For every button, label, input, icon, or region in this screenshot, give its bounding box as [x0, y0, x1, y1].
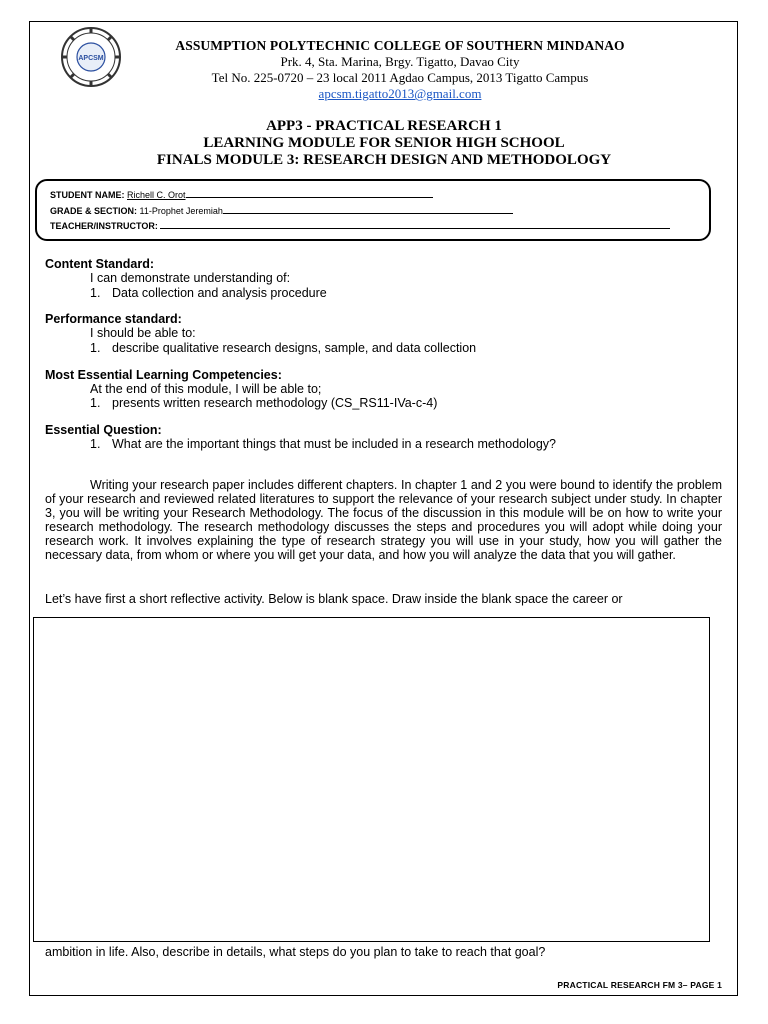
- grade-section-underline: [223, 204, 513, 214]
- essential-question-heading: Essential Question:: [45, 423, 162, 437]
- essential-question-item: 1. What are the important things that must be included in a research methodology?: [90, 437, 557, 451]
- drawing-area[interactable]: [33, 617, 710, 942]
- grade-section-field[interactable]: 11-Prophet Jeremiah: [139, 206, 223, 216]
- competencies-item: 1. presents written research methodology (CS_RS11-IVa-c-4): [90, 396, 438, 410]
- student-name-label: STUDENT NAME:: [50, 190, 127, 200]
- teacher-row: [50, 219, 670, 231]
- content-standard-item: 1. Data collection and analysis procedure: [90, 286, 327, 300]
- module-title-level: LEARNING MODULE FOR SENIOR HIGH SCHOOL: [203, 135, 565, 151]
- content-standard-heading: Content Standard:: [45, 257, 155, 271]
- school-name: ASSUMPTION POLYTECHNIC COLLEGE OF SOUTHERN MINDANAO: [175, 38, 625, 53]
- grade-section-label: GRADE & SECTION:: [50, 206, 140, 216]
- school-address: Prk. 4, Sta. Marina, Brgy. Tigatto, Davao City: [280, 54, 520, 69]
- body-paragraph-2: Let’s have first a short reflective activity. Below is blank space. Draw inside the blank space the career or: [45, 592, 623, 606]
- module-title-topic: FINALS MODULE 3: RESEARCH DESIGN AND METHODOLOGY: [156, 152, 612, 168]
- school-telephone: Tel No. 225-0720 – 23 local 2011 Agdao Campus, 2013 Tigatto Campus: [211, 70, 589, 85]
- student-name-row: [50, 188, 433, 200]
- body-paragraph-1: Writing your research paper includes different chapters. In chapter 1 and 2 you were bound to identify the problem of your research and reviewed related literatures to support the relevance of your research subject under study. In chapter 3, you will be writing your Research Methodology. The focus of the discussion in this module will be on how to write your research methodology. The research methodology discusses the steps and procedures you will adopt while doing your research work. It involves explaining the type of research strategy you will use in your study, how you will gather the necessary data, from whom or where you will get your data, and how you will analyze the data that you will gather.: [45, 478, 722, 562]
- teacher-field[interactable]: [160, 219, 670, 229]
- student-name-field[interactable]: Richell C. Orot: [127, 190, 186, 200]
- school-email-link[interactable]: apcsm.tigatto2013@gmail.com: [318, 86, 482, 101]
- performance-standard-heading: Performance standard:: [45, 312, 182, 326]
- module-title-subject: APP3 - PRACTICAL RESEARCH 1: [266, 118, 502, 134]
- performance-standard-item: 1. describe qualitative research designs, sample, and data collection: [90, 341, 477, 355]
- content-standard-intro: I can demonstrate understanding of:: [90, 271, 291, 285]
- logo-text: APCSM: [78, 55, 104, 62]
- teacher-label: TEACHER/INSTRUCTOR:: [50, 221, 161, 231]
- body-paragraph-3: ambition in life. Also, describe in details, what steps do you plan to take to reach that goal?: [45, 945, 546, 959]
- page-footer: PRACTICAL RESEARCH FM 3– PAGE 1: [557, 980, 722, 990]
- competencies-intro: At the end of this module, I will be able to;: [90, 382, 322, 396]
- student-name-underline: [186, 188, 433, 198]
- performance-standard-intro: I should be able to:: [90, 326, 196, 340]
- competencies-heading: Most Essential Learning Competencies:: [45, 368, 282, 382]
- grade-section-row: [50, 204, 513, 216]
- school-logo: [60, 26, 122, 88]
